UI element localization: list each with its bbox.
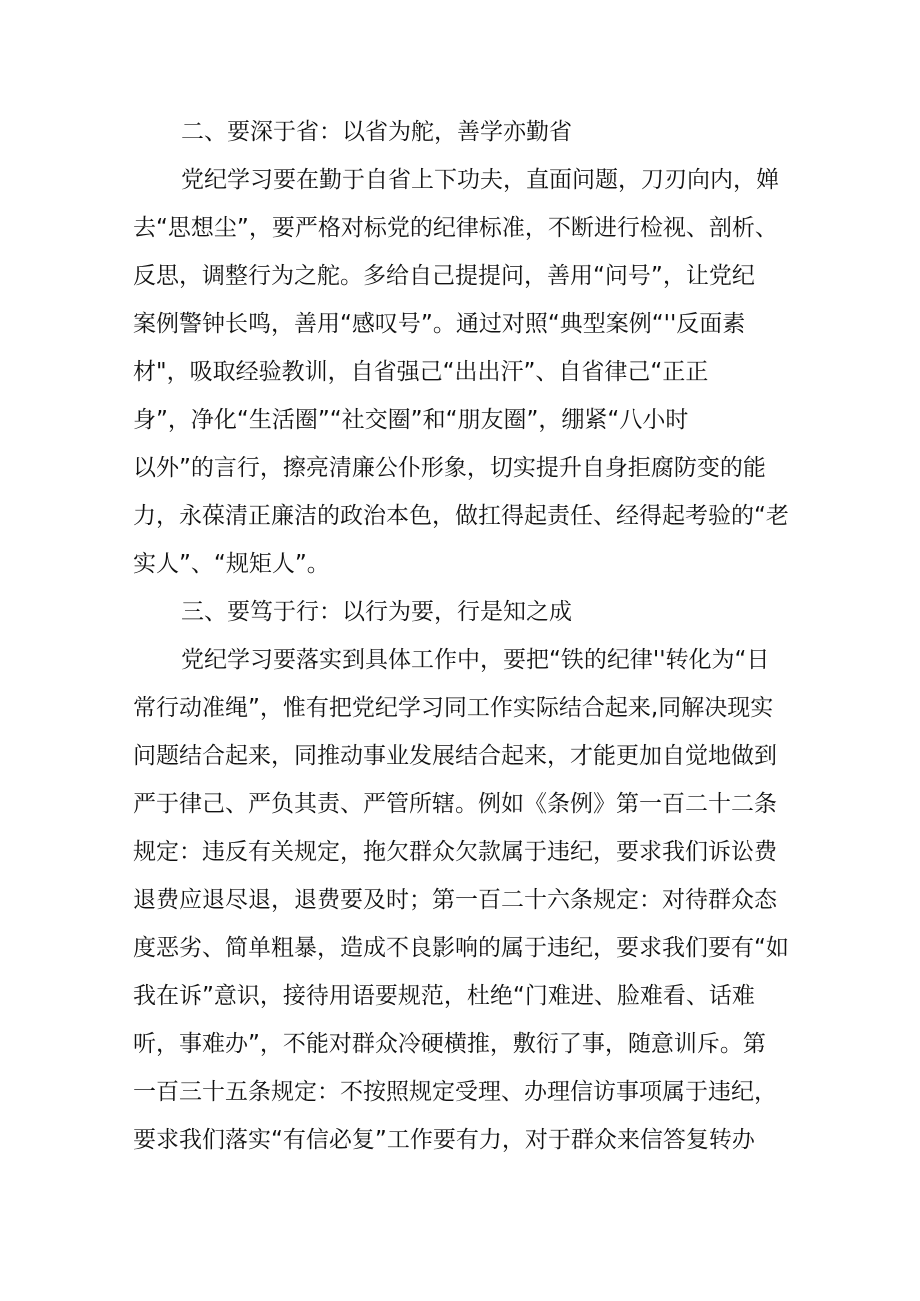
paragraph-line: 案例警钟长鸣，善用“感叹号”。通过对照“典型案例“''反面素	[133, 311, 746, 337]
section-heading-3: 三、要笃于行：以行为要，行是知之成	[181, 599, 572, 625]
paragraph-line: 以外”的言行，擦亮清廉公仆形象，切实提升自身拒腐防变的能	[133, 455, 766, 481]
paragraph-line: 问题结合起来，同推动事业发展结合起来，才能更加自觉地做到	[133, 743, 777, 769]
paragraph-line: 规定：违反有关规定，拖欠群众欠款属于违纪，要求我们诉讼费	[133, 839, 777, 865]
paragraph-line: 要求我们落实“有信必复”工作要有力，对于群众来信答复转办	[133, 1127, 755, 1153]
paragraph-line: 身”，净化“生活圈”“社交圈”和“朋友圈”，绷紧“八小时	[133, 407, 689, 433]
paragraph-line: 党纪学习要落实到具体工作中，要把“铁的纪律''转化为“日	[181, 647, 770, 673]
paragraph-line: 反思，调整行为之舵。多给自己提提问，善用“问号”，让党纪	[133, 263, 755, 289]
paragraph-line: 党纪学习要在勤于自省上下功夫，直面问题，刀刃向内，婵	[181, 167, 779, 193]
paragraph-line: 常行动准绳”，惟有把党纪学习同工作实际结合起来,同解决现实	[133, 695, 774, 721]
document-body	[133, 108, 793, 1164]
paragraph-line: 我在诉”意识，接待用语要规范，杜绝“门难进、脸难看、话难	[133, 983, 755, 1009]
paragraph-line: 听，事难办”，不能对群众冷硬横推，敷衍了事，随意训斥。第	[133, 1031, 766, 1057]
paragraph-line: 材"，吸取经验教训，自省强己“出出汗”、自省律己“正正	[133, 359, 709, 385]
paragraph-line: 严于律己、严负其责、严管所辖。例如《条例》第一百二十二条	[133, 791, 777, 817]
paragraph-line: 实人”、“规矩人”。	[133, 551, 330, 577]
paragraph-line: 一百三十五条规定：不按照规定受理、办理信访事项属于违纪，	[133, 1079, 777, 1105]
paragraph-line: 力，永葆清正廉洁的政治本色，做扛得起责任、经得起考验的“老	[133, 503, 789, 529]
section-heading-2: 二、要深于省：以省为舵，善学亦勤省	[181, 119, 572, 145]
paragraph-line: 退费应退尽退，退费要及时；第一百二十六条规定：对待群众态	[133, 887, 777, 913]
paragraph-line: 度恶劣、简单粗暴，造成不良影响的属于违纪，要求我们要有“如	[133, 935, 789, 961]
paragraph-line: 去“思想尘”，要严格对标党的纪律标准，不断进行检视、剖析、	[133, 215, 778, 241]
